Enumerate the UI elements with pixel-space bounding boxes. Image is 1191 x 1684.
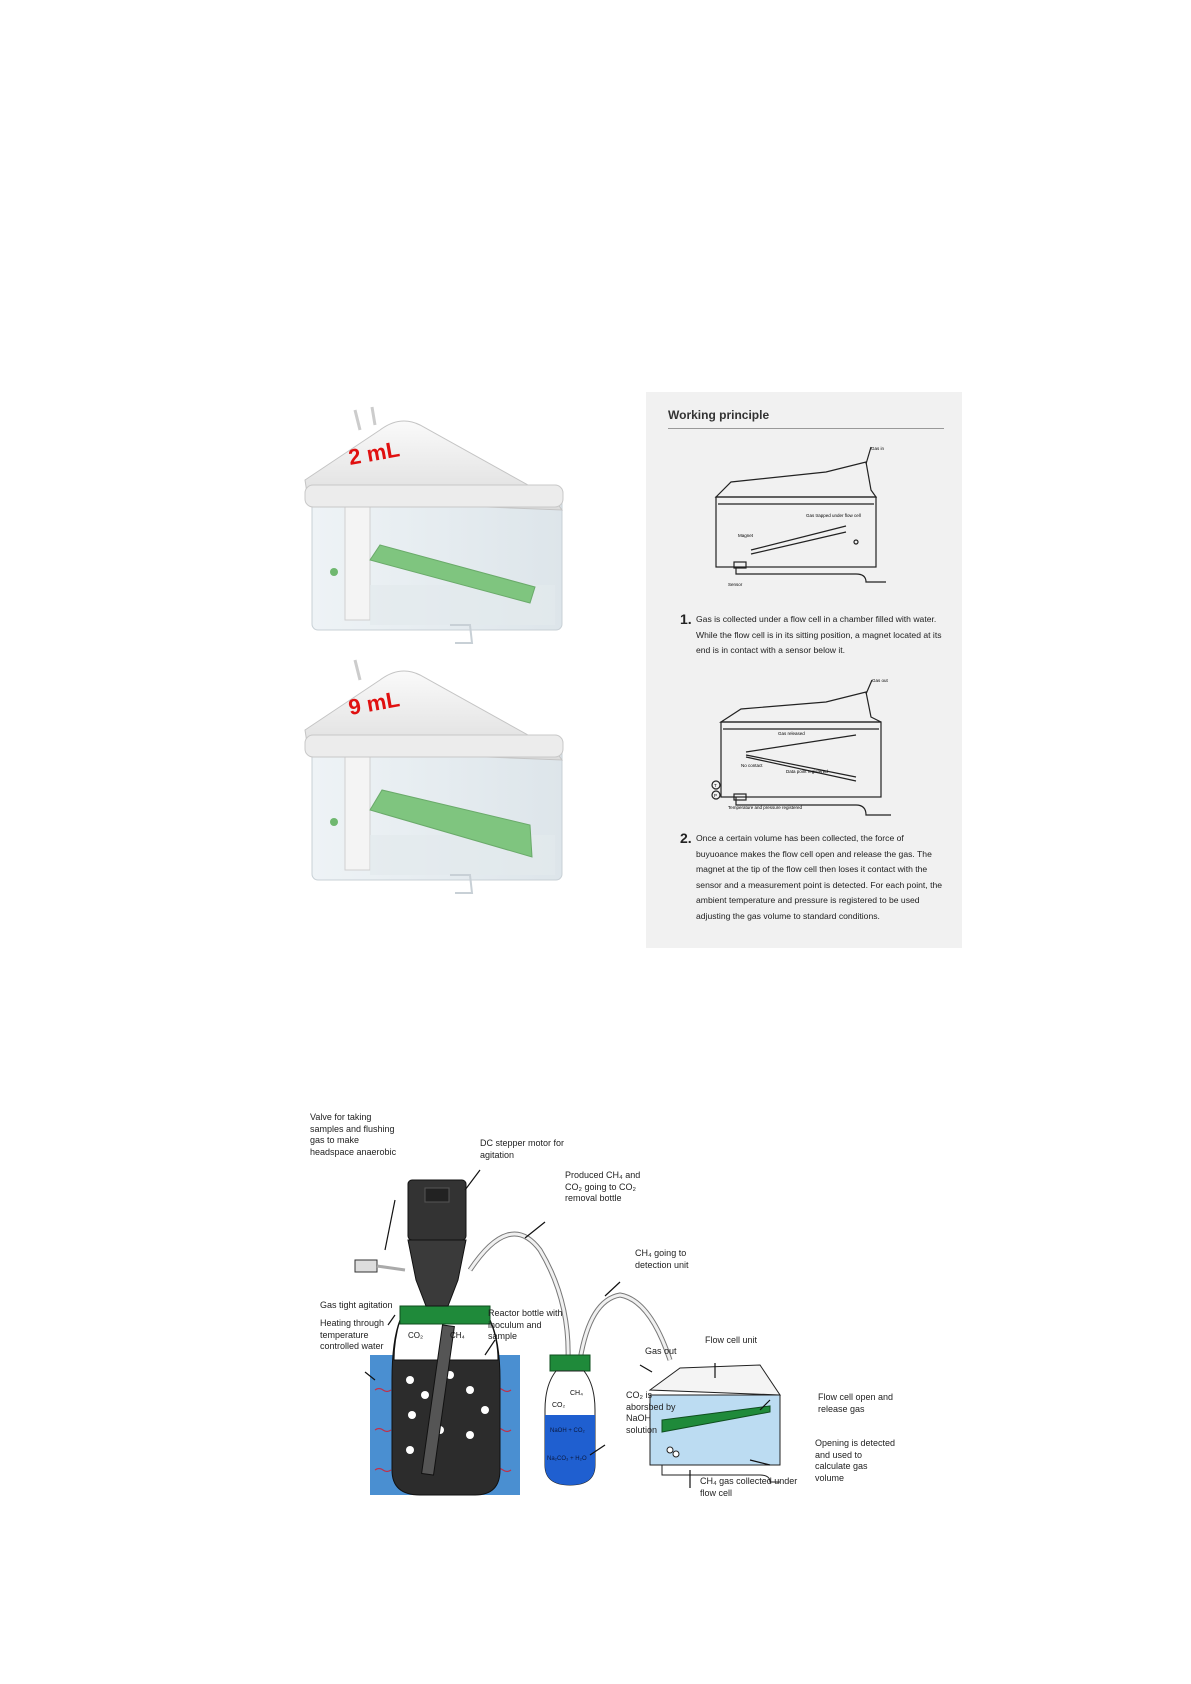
naoh-label: NaOH + CO₂ bbox=[550, 1428, 585, 1434]
label-magnet: Magnet bbox=[738, 533, 754, 538]
volume-label-bottom: 9 mL bbox=[346, 686, 402, 720]
step-1-number: 1. bbox=[680, 611, 692, 627]
title-rule bbox=[668, 428, 944, 429]
ch4-in-reactor: CH₄ bbox=[450, 1331, 465, 1340]
label-gas-released: Gas released bbox=[778, 731, 805, 736]
label-p: P bbox=[714, 793, 718, 798]
label-ch4-collected: CH₄ gas collected under flow cell bbox=[700, 1476, 798, 1498]
label-data-point: Data point registered bbox=[786, 769, 828, 774]
label-gas-out-diagram: Gas out bbox=[872, 678, 888, 683]
label-flow-cell-open: Flow cell open and release gas bbox=[818, 1392, 894, 1414]
label-produced: Produced CH₄ and CO₂ going to CO₂ removal bottle bbox=[565, 1170, 641, 1203]
valve bbox=[355, 1260, 377, 1272]
principle-diagram-2 bbox=[706, 677, 906, 827]
label-opening: Opening is detected and used to calculate gas volume bbox=[815, 1438, 896, 1483]
label-flow-cell-unit: Flow cell unit bbox=[705, 1335, 758, 1345]
volume-label-top: 2 mL bbox=[346, 436, 402, 470]
flow-cell-photos-svg bbox=[300, 385, 600, 925]
co2-in-reactor: CO₂ bbox=[408, 1331, 424, 1340]
step-2-number: 2. bbox=[680, 830, 692, 846]
label-valve: Valve for taking samples and flushing gas to make headspace anaerobic bbox=[310, 1112, 397, 1157]
label-temp-pressure: Temperature and pressure registered bbox=[728, 805, 803, 810]
label-reactor: Reactor bottle with inoculum and sample bbox=[488, 1308, 563, 1341]
flow-cell-photos bbox=[300, 385, 600, 925]
na2co3-label: Na₂CO₃ + H₂O bbox=[547, 1456, 587, 1462]
label-gas-in: Gas in bbox=[871, 446, 885, 451]
flow-cell-2ml bbox=[305, 407, 563, 643]
setup-diagram bbox=[300, 1110, 900, 1510]
label-sensor: Sensor bbox=[728, 582, 743, 587]
label-gas-tight: Gas tight agitation bbox=[320, 1300, 393, 1310]
step-1-text: Gas is collected under a flow cell in a chamber filled with water. While the flow cell is in its sitting position, a magnet located at its end is in contact with a sensor below it. bbox=[696, 614, 942, 655]
working-principle-panel bbox=[646, 392, 962, 948]
co2-small: CO₂ bbox=[552, 1402, 566, 1409]
panel-title: Working principle bbox=[668, 408, 770, 422]
label-co2-absorbed: CO₂ is aborsbed by NaOH solution bbox=[626, 1390, 676, 1435]
naoh-cap bbox=[550, 1355, 590, 1371]
label-motor: DC stepper motor for agitation bbox=[480, 1138, 565, 1160]
ch4-small: CH₄ bbox=[570, 1390, 583, 1397]
label-gas-trapped: Gas trapped under flow cell bbox=[806, 513, 861, 518]
label-ch4-going: CH₄ going to detection unit bbox=[635, 1248, 689, 1270]
principle-diagram-1 bbox=[706, 442, 906, 592]
label-gas-out: Gas out bbox=[645, 1346, 677, 1356]
label-heating: Heating through temperature controlled water bbox=[320, 1318, 385, 1351]
label-no-contact: No contact bbox=[741, 763, 763, 768]
flow-cell-9ml bbox=[305, 660, 563, 893]
step-2-text: Once a certain volume has been collected, the force of buyuoance makes the flow cell open and release the gas. The magnet at the tip of the flow cell then loses it contact with the sensor and a measurement point is detected. For each point, the ambient temperature and pressure is registered to be used adjusting the gas volume to standard conditions. bbox=[696, 833, 943, 921]
label-t: T bbox=[714, 783, 717, 788]
